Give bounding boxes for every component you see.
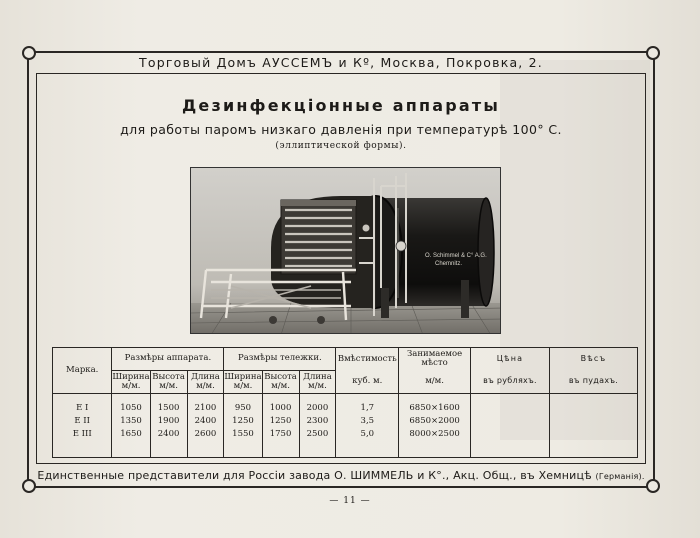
table-cell: 1250 <box>224 415 262 428</box>
table-row <box>53 415 638 428</box>
table-cell: Е III <box>53 428 112 441</box>
table-cell <box>550 415 638 428</box>
table-cell <box>470 428 549 441</box>
page-number: — 11 — <box>329 496 371 506</box>
form-note: (эллиптической формы). <box>275 141 407 151</box>
maker-plate-line2: Chemnitz. <box>435 261 463 267</box>
corner-ornament <box>22 46 36 60</box>
header-capacity: Вмѣстимость <box>336 348 399 371</box>
header-area: Занимаемое мѣсто <box>399 348 471 371</box>
unit-price: въ рубляхъ. <box>470 371 549 394</box>
apparatus-illustration <box>191 168 501 334</box>
header-marka: Марка. <box>53 348 112 394</box>
specs-table <box>52 347 638 458</box>
table-cell: 1050 <box>112 402 150 415</box>
table-cell: 5,0 <box>336 428 399 441</box>
page-subtitle: для работы паромъ низкаго давленія при температурѣ 100° С. <box>120 122 562 137</box>
table-cell <box>470 402 549 415</box>
table-cell: 2500 <box>299 428 336 441</box>
table-cell <box>550 402 638 415</box>
table-cell: 1000 <box>262 402 299 415</box>
footer-country-note: (Германія). <box>595 472 645 481</box>
subheader-height-cart: Высота м/м. <box>262 371 299 394</box>
table-cell: 1750 <box>262 428 299 441</box>
unit-capacity: куб. м. <box>336 371 399 394</box>
table-cell: 1500 <box>150 402 187 415</box>
subheader-width: Ширина м/м. <box>112 371 150 394</box>
footer-representatives <box>36 466 646 486</box>
table-cell: 2400 <box>150 428 187 441</box>
table-cell: 1250 <box>262 415 299 428</box>
table-cell: 1350 <box>112 415 150 428</box>
page-title: Дезинфекціонные аппараты <box>181 96 501 115</box>
corner-ornament <box>646 46 660 60</box>
unit-area: м/м. <box>399 371 471 394</box>
table-cell: Е I <box>53 402 112 415</box>
table-cell: 6850×1600 <box>399 402 471 415</box>
company-header: Торговый Домъ АУССЕМЪ и Кº, Москва, Покровка, 2. <box>139 55 543 70</box>
subheader-width-cart: Ширина м/м. <box>224 371 262 394</box>
table-cell <box>470 415 549 428</box>
table-cell: 3,5 <box>336 415 399 428</box>
table-row <box>53 428 638 441</box>
table-cell <box>550 428 638 441</box>
table-cell: 950 <box>224 402 262 415</box>
table-cell: 2400 <box>187 415 224 428</box>
header-weight: Вѣсъ <box>550 348 638 371</box>
header-apparat-group: Размѣры аппарата. <box>112 348 224 371</box>
subheader-height: Высота м/м. <box>150 371 187 394</box>
header-price: Цѣна <box>470 348 549 371</box>
table-cell: 8000×2500 <box>399 428 471 441</box>
table-cell: 2300 <box>299 415 336 428</box>
table-row <box>53 402 638 415</box>
header-telezhka-group: Размѣры тележки. <box>224 348 336 371</box>
table-cell: 1650 <box>112 428 150 441</box>
corner-ornament <box>646 479 660 493</box>
apparatus-photo <box>190 167 501 334</box>
table-cell: 1,7 <box>336 402 399 415</box>
footer-text: Единственные представители для Россіи завода О. ШИММЕЛЬ и К°., Акц. Общ., въ Хемницѣ <box>37 469 592 482</box>
table-cell: 2000 <box>299 402 336 415</box>
table-cell: 2600 <box>187 428 224 441</box>
corner-ornament <box>22 479 36 493</box>
maker-plate-line1: O. Schimmel & C° A.G. <box>425 253 487 259</box>
table-cell: 2100 <box>187 402 224 415</box>
table-cell: 1900 <box>150 415 187 428</box>
subheader-length: Длина м/м. <box>187 371 224 394</box>
subheader-length-cart: Длина м/м. <box>299 371 336 394</box>
unit-weight: въ пудахъ. <box>550 371 638 394</box>
table-cell: 6850×2000 <box>399 415 471 428</box>
table-cell: 1550 <box>224 428 262 441</box>
table-cell: Е II <box>53 415 112 428</box>
